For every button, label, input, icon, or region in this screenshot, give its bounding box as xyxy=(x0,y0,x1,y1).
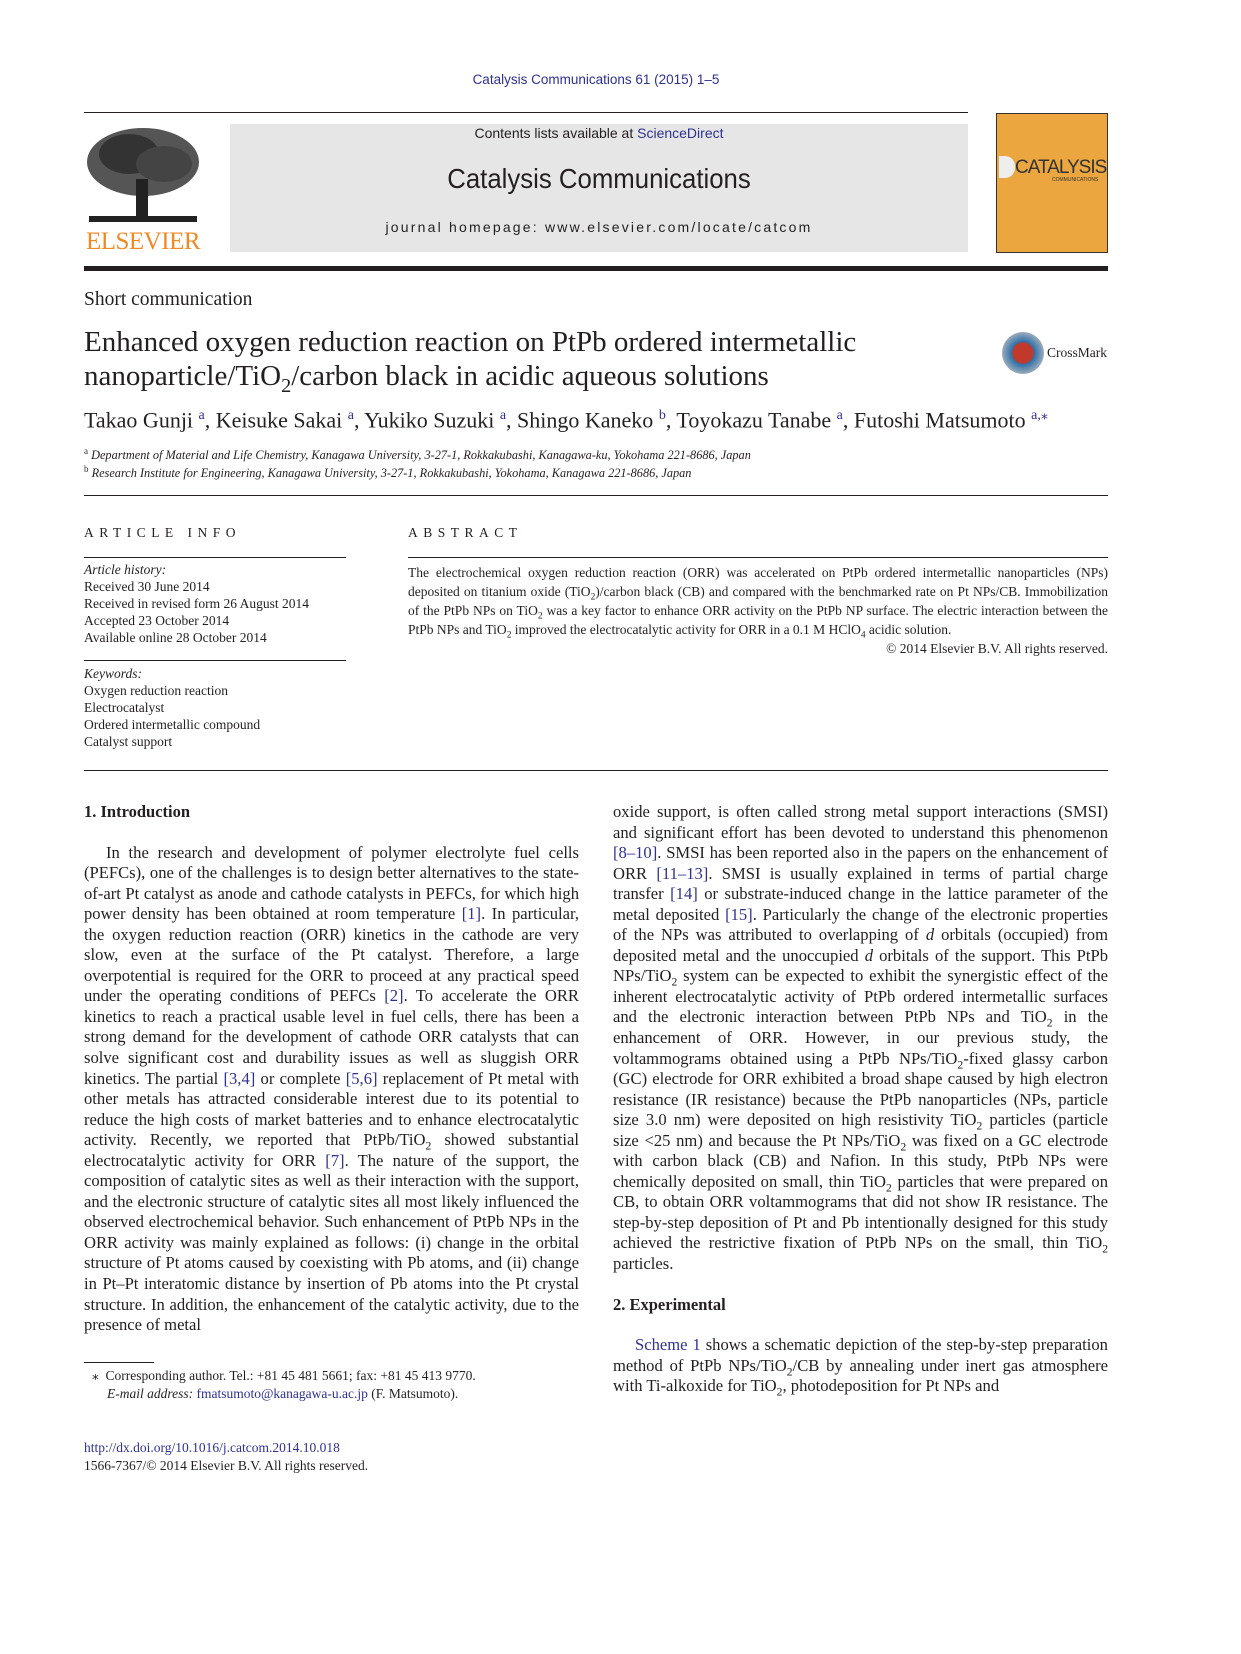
affiliation-b xyxy=(84,464,691,481)
abstract-body xyxy=(408,563,1108,639)
reference-link[interactable]: [5,6] xyxy=(345,1068,378,1088)
subscript: 2 xyxy=(590,592,596,603)
experimental-paragraph xyxy=(613,1335,1108,1397)
reference-link[interactable]: [2] xyxy=(384,986,404,1006)
author-affiliation-marker[interactable]: b xyxy=(658,408,666,423)
text-run: orbitals (occupied) from deposited metal and the unoccupied xyxy=(613,925,1108,965)
journal-cover[interactable] xyxy=(996,113,1108,253)
text-run: system can be expected to exhibit the synergistic effect of the inherent electrocatalytic activity of PtPb ordered intermetallic surfaces and the electronic interaction between PtPb NPs and TiO xyxy=(613,966,1108,1027)
reference-link[interactable]: [11–13] xyxy=(656,863,709,883)
abstract xyxy=(408,563,1108,658)
author-list: Takao Gunji $^a$, Keisuke Sakai $^a$, Yukiko Suzuki $^a$, Shingo Kaneko $^b$, Toyokazu Tanabe $^a$, Futoshi Matsumoto $^{a,⁎}$ xyxy=(84,407,1048,433)
author-affiliation-marker[interactable]: a xyxy=(347,408,354,423)
left-column xyxy=(84,802,579,1342)
publisher-logo-text: ELSEVIER xyxy=(85,228,201,255)
keywords-label: Keywords: xyxy=(84,666,142,681)
crossmark-button[interactable] xyxy=(1002,332,1107,374)
subscript: 2 xyxy=(900,1140,907,1154)
divider xyxy=(408,557,1108,558)
footnote-divider xyxy=(84,1362,154,1363)
subscript: 4 xyxy=(860,630,866,641)
text-run: showed substantial electrocatalytic activity for ORR xyxy=(84,1130,579,1170)
intro-paragraph-continued xyxy=(613,802,1108,1275)
cover-title: CATALYSIS xyxy=(1015,157,1107,178)
text-run: particles that were prepared on CB, to obtain ORR voltammograms that did not show IR resistance. The step-by-step deposition of Pt and Pb intentionally designed for this study achieved the restrictive fixation of PtPb NPs on the small, thin TiO xyxy=(613,1171,1108,1253)
text-run: . Particularly the change of the electronic properties of the NPs was attributed to overlapping of xyxy=(613,904,1108,945)
history-item: Accepted 23 October 2014 xyxy=(84,613,230,628)
author-affiliation-marker[interactable]: a xyxy=(499,408,507,423)
keyword: Catalyst support xyxy=(84,734,173,749)
author-affiliation-marker[interactable]: a xyxy=(836,408,843,423)
reference-link[interactable]: [8–10] xyxy=(613,843,658,863)
footnote-text: Corresponding author. Tel.: +81 45 481 5661; fax: +81 45 413 9770. xyxy=(105,1368,476,1383)
divider xyxy=(84,557,346,558)
keyword: Electrocatalyst xyxy=(84,700,165,715)
journal-title: Catalysis Communications xyxy=(447,163,751,194)
divider xyxy=(84,495,1108,496)
aff-text: Research Institute for Engineering, Kanagawa University, 3-27-1, Rokkakubashi, Yokohama, Kanagawa 221-8686, Japan xyxy=(91,466,692,481)
text-run: The electrochemical oxygen reduction reaction (ORR) was accelerated on PtPb ordered intermetallic nanoparticles (NPs) deposited on titanium oxide (TiO xyxy=(408,565,1108,599)
article-info-heading: ARTICLE INFO xyxy=(84,525,242,540)
crossmark-icon xyxy=(1002,332,1044,374)
email-suffix: (F. Matsumoto). xyxy=(367,1385,459,1401)
history-label: Article history: xyxy=(84,562,167,577)
reference-link[interactable]: [3,4] xyxy=(223,1068,256,1088)
subscript: 2 xyxy=(425,1139,432,1153)
section-heading-introduction: 1. Introduction xyxy=(84,802,191,821)
tree-logo-icon xyxy=(84,124,202,224)
email-label: E-mail address: xyxy=(107,1385,197,1401)
subscript: 2 xyxy=(281,374,292,397)
history-item: Available online 28 October 2014 xyxy=(84,630,267,645)
text-run: was a key factor to enhance ORR activity on the PtPb NP surface. The electric interaction between the PtPb NPs and TiO xyxy=(408,603,1109,637)
text-run: orbitals of the support. This PtPb NPs/TiO xyxy=(613,945,1108,986)
history-item: Received in revised form 26 August 2014 xyxy=(84,596,309,611)
author-name[interactable]: Futoshi Matsumoto xyxy=(853,407,1032,433)
text-run: )/carbon black (CB) and compared with the benchmarked rate on Pt NPs/CB. Immobilization of the PtPb NPs on TiO xyxy=(408,584,1108,618)
article-history xyxy=(84,561,309,646)
thick-divider xyxy=(84,266,1108,271)
right-column xyxy=(613,802,1108,1397)
text-run: or complete xyxy=(255,1068,346,1088)
journal-citation[interactable]: Catalysis Communications 61 (2015) 1–5 xyxy=(472,72,720,87)
crossmark-label: CrossMark xyxy=(1047,345,1107,360)
email-link[interactable]: fmatsumoto@kanagawa-u.ac.jp xyxy=(196,1385,368,1401)
text-run: particles (particle size <25 nm) and because the Pt NPs/TiO xyxy=(613,1110,1109,1150)
italic-text: d xyxy=(864,945,873,965)
keyword: Ordered intermetallic compound xyxy=(84,717,261,732)
subscript: 2 xyxy=(1102,1242,1108,1256)
subscript: 2 xyxy=(671,975,678,989)
text-run: oxide support, is often called strong metal support interactions (SMSI) and significant effort has been devoted to understand this phenomenon xyxy=(613,802,1108,842)
reference-link[interactable]: [7] xyxy=(325,1150,345,1170)
text-run: was fixed on a GC electrode with carbon black (CB) and Nafion. In this study, PtPb NPs were chemically deposited on small, thin TiO xyxy=(613,1130,1108,1191)
divider xyxy=(84,112,968,113)
reference-link[interactable]: [14] xyxy=(670,884,698,904)
text-run: , photodeposition for Pt NPs and xyxy=(782,1376,1000,1396)
contents-text: Contents lists available at xyxy=(474,125,638,141)
subscript: 2 xyxy=(885,1181,892,1195)
section-heading-experimental: 2. Experimental xyxy=(613,1294,726,1314)
reference-link[interactable]: Scheme 1 xyxy=(635,1335,701,1355)
keyword: Oxygen reduction reaction xyxy=(84,683,228,698)
doi-block xyxy=(84,1439,368,1474)
keywords xyxy=(84,665,260,750)
text-run: . SMSI has been reported also in the papers on the enhancement of ORR xyxy=(613,843,1108,883)
reference-link[interactable]: [1] xyxy=(461,904,482,924)
subscript: 2 xyxy=(957,1057,964,1071)
elsevier-logo xyxy=(84,124,202,254)
abstract-copyright: © 2014 Elsevier B.V. All rights reserved. xyxy=(886,641,1108,656)
author-name[interactable]: Toyokazu Tanabe xyxy=(676,407,837,433)
text-run: acidic solution. xyxy=(865,622,952,637)
footnote-marker: ⁎ xyxy=(92,1368,99,1383)
text-run: or substrate-induced change in the lattice parameter of the metal deposited xyxy=(613,884,1108,924)
subscript: 2 xyxy=(776,1385,783,1399)
author-name[interactable]: Takao Gunji xyxy=(84,407,199,433)
author-affiliation-marker[interactable]: a xyxy=(198,408,205,423)
text-run: in the enhancement of ORR. However, in our previous study, the voltammograms obtained using a PtPb NPs/TiO xyxy=(613,1007,1108,1068)
article-title xyxy=(84,325,964,397)
aff-text: Department of Material and Life Chemistry, Kanagawa University, 3-27-1, Rokkakubashi, Kanagawa-ku, Yokohama 221-8686, Japan xyxy=(91,448,751,463)
text-run: In the research and development of polymer electrolyte fuel cells (PEFCs), one of the challenges is to design better alternatives to the state-of-art Pt catalyst as anode and cathode catalysts in PEFCs, for which high power density has been obtained at room temperature xyxy=(84,842,579,924)
text-run: /CB by annealing under inert gas atmosphere with Ti-alkoxide for TiO xyxy=(613,1355,1108,1396)
text-run: /carbon black in acidic aqueous solutions xyxy=(291,360,769,392)
author-name[interactable]: Shingo Kaneko xyxy=(517,407,659,433)
text-run: Enhanced oxygen reduction reaction on PtPb ordered intermetallic nanoparticle/TiO xyxy=(84,326,857,392)
cover-subtitle: COMMUNICATIONS xyxy=(1052,177,1099,183)
divider xyxy=(84,770,1108,771)
cover-graphic xyxy=(999,156,1015,178)
doi-link[interactable]: http://dx.doi.org/10.1016/j.catcom.2014.10.018 xyxy=(84,1440,340,1455)
subscript: 2 xyxy=(537,611,543,622)
text-run: . SMSI is usually explained in terms of partial charge transfer xyxy=(613,863,1108,904)
intro-paragraph xyxy=(84,843,579,1336)
text-run: -fixed glassy carbon (GC) electrode for ORR exhibited a broad shape caused by high electron resistance (IR resistance) because the PtPb nanoparticles (NPs, particle size 3.0 nm) were deposited on high resistivity TiO xyxy=(613,1048,1108,1130)
aff-marker: a xyxy=(84,446,88,456)
journal-homepage[interactable]: journal homepage: www.elsevier.com/locate/catcom xyxy=(385,219,813,235)
author-affiliation-marker[interactable]: a,⁎ xyxy=(1031,408,1048,423)
italic-text: d xyxy=(925,925,935,945)
reference-link[interactable]: [15] xyxy=(725,904,753,924)
author-name[interactable]: Yukiko Suzuki xyxy=(364,407,500,433)
subscript: 2 xyxy=(1046,1016,1053,1030)
text-run: improved the electrocatalytic activity for ORR in a 0.1 M HClO xyxy=(511,622,861,637)
text-run: replacement of Pt metal with other metals has attracted considerable interest due to its potential to reduce the high costs of market batteries and to enhance electrocatalytic activity. Recently, we reported that PtPb/TiO xyxy=(84,1068,579,1150)
text-run: . The nature of the support, the composition of catalytic sites as well as their interaction with the support, and the electronic structure of catalytic sites all most likely influenced the observed electrochemical behavior. Such enhancement of PtPb NPs in the ORR activity was mainly explained as follows: (i) change in the orbital structure of Pt atoms caused by coexisting with Pb atoms, and (ii) change in Pt–Pt interatomic distance by insertion of Pb atoms into the Pt crystal structure. In addition, the enhancement of the catalytic activity, due to the presence of metal xyxy=(84,1150,579,1335)
article-type: Short communication xyxy=(84,289,253,310)
masthead xyxy=(230,124,968,252)
subscript: 2 xyxy=(976,1119,983,1133)
author-name[interactable]: Keisuke Sakai xyxy=(215,407,348,433)
affiliation-a xyxy=(84,446,751,463)
text-run: . In particular, the oxygen reduction reaction (ORR) kinetics in the cathode are very slow, even at the surface of the Pt catalyst. Therefore, a large overpotential is required for the ORR to proceed at any practical speed under the operating conditions of PEFCs xyxy=(84,904,579,1006)
abstract-heading: ABSTRACT xyxy=(408,525,523,540)
subscript: 2 xyxy=(506,630,512,641)
divider xyxy=(84,660,346,661)
issn-copyright: 1566-7367/© 2014 Elsevier B.V. All rights reserved. xyxy=(84,1457,369,1473)
footnote xyxy=(84,1367,476,1402)
text-run: . To accelerate the ORR kinetics to reach a practical usable level in fuel cells, there has been a strong demand for the development of cathode ORR catalysts that can solve significant cost and durability issues as well as sluggish ORR kinetics. The partial xyxy=(84,986,579,1088)
subscript: 2 xyxy=(786,1364,793,1378)
text-run: shows a schematic depiction of the step-by-step preparation method of PtPb NPs/TiO xyxy=(613,1335,1108,1375)
history-item: Received 30 June 2014 xyxy=(84,579,210,594)
text-run: particles. xyxy=(613,1254,674,1274)
aff-marker: b xyxy=(84,464,89,474)
sciencedirect-link[interactable]: ScienceDirect xyxy=(637,125,724,141)
